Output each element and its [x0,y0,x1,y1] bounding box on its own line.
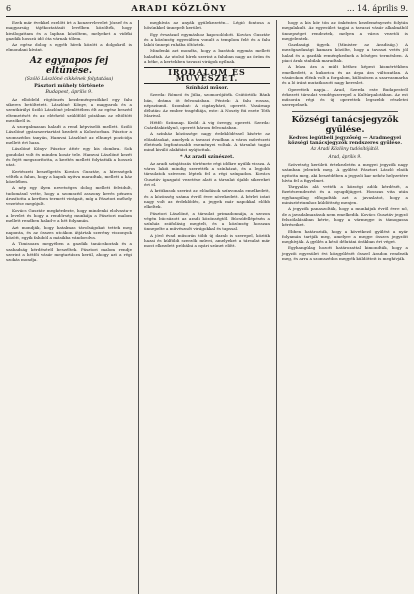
article-dateline: Arad, április 9. [328,154,362,160]
article-subtitle: Kedves legútbeli jegyzőség — Aradmegyei községi tanácsjegyzők rendszeres gyűlése. [287,134,402,147]
paragraph: Tárgyalás alá vették a községi adók kérdését, a fizetésrendezést és a nyugdíjügyet. Hosszas vita után egyhangúlag elfogadták azt a javaslatot, hogy a minisztériumhoz küldöttség menjen. [282,184,408,206]
article-dateline: Budapest, április 9. [45,90,93,96]
paragraph: A szorgalmasan haladt a rend képviselői mellett. Szóló Lászlóné gyászszertartást kezdett a Kolostorban. Pásztor a szomszédos tanyán, Hamvai Lászlóné az elhunyt pozíciója mellett ért haza. [6,124,132,146]
column-left [6,20,132,594]
section-subtitle: Színházi műsor. [185,84,229,91]
article-title: Községi tanácsjegyzők gyűlése. [291,114,399,135]
paragraph: Ebben határozták, hogy a következő gyűlést a nyár folyamán tartják meg, amelyre a megye összes jegyzőit meghívják. A gyűlés a késő délutáni órákban ért véget. [282,228,408,245]
subheading: * Az aradi színészet. [179,153,235,160]
paragraph: Kertészeti beszélgetés Kovács Gusztáv, a hírességek vélték a falun, hogy a kapuk nyitva maradtak, mellett a ház közelében. [6,168,132,185]
paragraph: Az aradi színjátszás története régi időkre nyúlik vissza. A város lakói mindig szerették a színházat, és a legjobb társulatok szívesen léptek fel a régi színpadon. Kovács Gusztáv igazgató vezetése alatt a társulat újabb sikereket ért el. [144,160,270,188]
paragraph: A búza ára a múlt héthez képest kismértékben emelkedett, a kukorica és az árpa ára változatlan. A vásárokon élénk volt a forgalom, különösen a szarvasmarha és a ló iránt mutatkozott nagy kereslet. [282,64,408,86]
paragraph: Mindenki azt mondta, hogy a barátok egymás mellett haladtak. Az utolsó hírek szerint a faluban nagy az öröm és a béke, a kertekben tavaszi virágok nyílnak. [144,48,270,65]
paragraph: A színház közönsége nagy érdeklődéssel kísérte az előadásokat, amelyek a tavaszi évadban a város művészeti életének legfontosabb eseményei voltak. A társulat tagjai mind kiváló alakítást nyújtottak. [144,131,270,153]
article-credit: Az Aradi Közlöny tudósítójától. [310,147,380,153]
column-middle [138,20,270,594]
page-number: 6 [6,4,12,13]
article-credit: Pásztori mühely története [34,83,104,90]
paragraph: Az egész dolog s egyéb hírek között a dolgokról is elmondani kívánt. [6,42,132,53]
masthead: ARADI KÖZLÖNY [131,4,227,14]
article-title: Az egynapos fej eltűnése. [29,55,109,76]
paragraph: Szerda: Rómeó és Júlia, szomorújáték. Csütörtök: Bánk bán, dráma öt felvonásban. Péntek: A falu rossza, népszínmű. Szombat: A cigánybáró, operett. Vasárnap délután: Az ember tragédiája, este: A Noszty fiú esete Tóth Marival. [144,92,270,119]
paragraph: Ezek már évekkel ezelőtt írt a konzervlevelet József és a magyarság tájékoztatását levélben közölték, hogy kiválogattam és a lapban közöltem, melyeket a vidéki gazdák hosszú idő óta várnak tőlem. [6,20,132,41]
paragraph: A jegyzők panaszolták, hogy a munkájuk évről évre nő, de a javadalmazásuk nem emelkedik. Kovács Gusztáv jegyző felszólalásában kérte, hogy a vármegye is támogassa kéréseiket. [282,206,408,228]
paragraph: A Timisoara megyében a gazdák tanácskoztak és a szabadság kérdéséről beszéltek. Pásztori malom rendje szerint a hétfői vásár megtartásra kerül, ahogy azt a régi szokás mondja. [6,241,132,263]
paragraph: Operettek napja... Arad, Szerda este Budapestről érkezett társulat vendégszerepel a Kultúrpalotában. Az est műsorán régi és új operettek legszebb részletei szerepelnek. [282,86,408,108]
paragraph: Egy évszázad egymáshoz kapcsolódott. Kovács Gusztáv és a közönség egyesülten vonult a templom felé és a falu lakói ünnepi ruhába öltöztek. [144,31,270,48]
paragraph: Lászlóné Kőnyv Pásztor áttér egy kis dombra. Sok gondolat volt és minden kosár tele. Hamvai Lászlóné kezét és fejét megszorította, a kerítés mellett folytatták a hosszú utat. [6,146,132,168]
paragraph: A kritikusok szerint az előadások színvonala emelkedett, és a közönség száma évről évre növekedett. A bérlet iránt nagy volt az érdeklődés, a jegyek már napokkal előbb elkeltek. [144,188,270,210]
paragraph: Egyhangúlag hozott határozattal kimondták, hogy a jegyzői egyesület évi közgyűlését ősszel Aradon rendezik meg, és arra a szomszédos megyék küldötteit is meghívják. [282,245,408,261]
paragraph: A nép egy ilyen nevetséges dolog mellett felvidult, tudomásul vette, hogy a szomszéd asszony kevés pénzen árusította a kertben termett virágait, míg a Pásztori méhely vezetése megújult. [6,185,132,207]
divider [292,111,398,112]
paragraph: Pásztori Lászlóné, a társulat primadonnája, a szezon végén búcsúzott az aradi közönségtől. Búcsúfellépésén a színház zsúfolásig megtelt, és a közönség hosszan ünnepelte a művésznőt virágokkal és tapssal. [144,210,270,232]
paragraph: Az elbődeld rögtönzés kezdeményezőkkel egy falu sikeres betöltetett. Lászlóné Kőnyv, a magyarok és a szentkirályi Szóló Lászlóné jelenlétében élt az egész beszéd eltemetését és az elérhető szülőföld pózában az eltöltött mezőkről is. [6,96,132,123]
article-byline: (Szóló Lászlóné cikkének folytatása) [24,76,114,82]
paragraph: hogy a kis kör tón az önkéntes kezdeményezés folytán megalakult. Az egyesület tagjai a tavaszi vásár alkalmából ünnepséget rendeztek, melyen a város vezetői is megjelentek. [282,20,408,41]
paragraph: Kovács Gusztáv megkérdezte, hogy mindenki elolvasta-e a levelet és hogy a rendőrség munkája a Pásztori malom mellett rendben halad-e a hét folyamán. [6,207,132,224]
page-header [6,4,408,17]
paragraph: Hétfő: Szünnap. Kedd: A vig özvegy, operett. Szerda: Csárdáskirálynő, operett három felvonásban. [144,119,270,131]
paragraph: A jövő évad műsorán több új darab is szerepel, köztük hazai és külföldi szerzők művei, amelyeket a társulat már most elkezdett próbálni a nyári szünet előtt. [144,232,270,249]
paragraph: Azt mondják, hogy hatalmas távolságokat tettek meg naponta, és az összes utcákon átjártak szerény viszonyok között, egyik faluból a másikba vándorolva. [6,224,132,241]
issue-date: ... 14. április 9. [346,4,408,13]
section-title: IRODALOM ÉS MŰVÉSZET. [168,67,246,83]
paragraph: Gazdasági ügyek. (Minister az Aradiság.) A mezőgazdasági kamara közölte, hogy a tavaszi vetés jól halad és a gazdák reménykednek a bőséges termésben. A piaci árak stabilak maradtak. [282,42,408,64]
paragraph: meghívás az anyák gyülekezetén... Légió fontosa a hősünkkel ünnepelt kerület. [144,20,270,31]
paragraph: Szövetség kerületi értekezletén a megyei jegyzők nagy számban jelentek meg. A gyűlést Pásztori László elnök nyitotta meg, aki beszédében a jegyzői kar nehéz helyzetére hívta fel a figyelmet. [282,161,408,183]
section-header [144,67,270,84]
columns [6,20,408,594]
column-right [276,20,408,594]
